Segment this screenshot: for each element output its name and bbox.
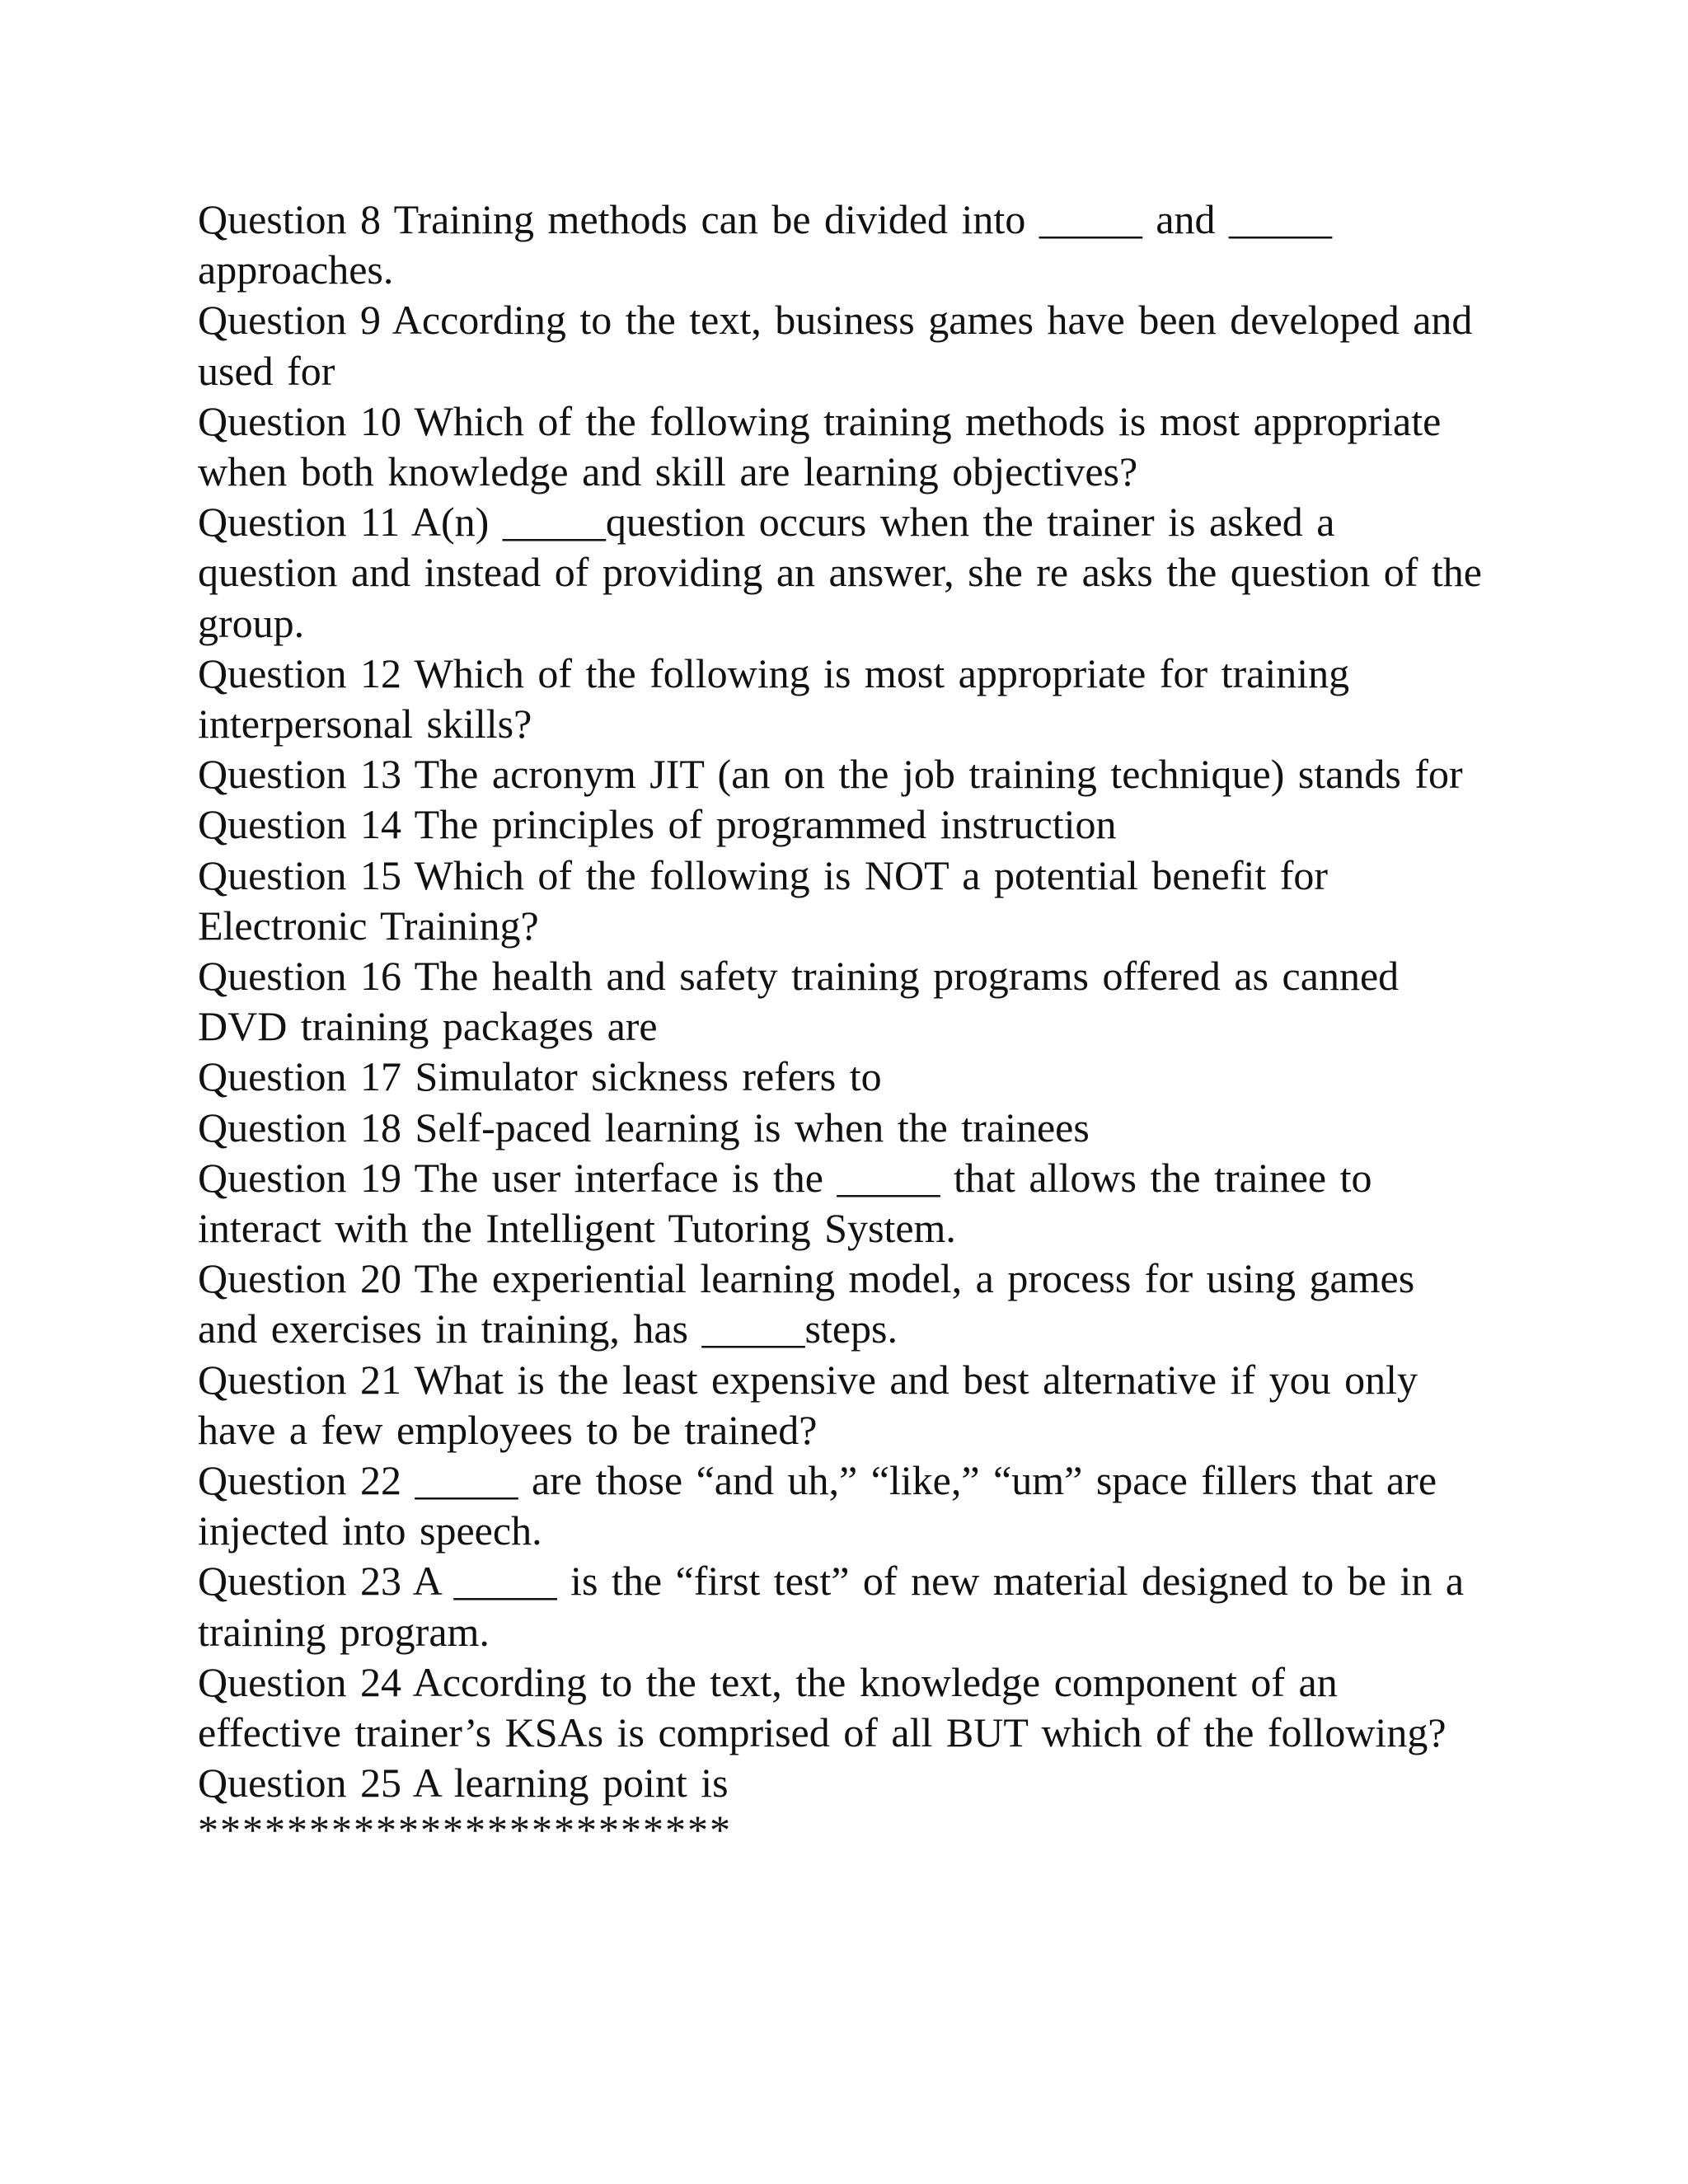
question-24: Question 24 According to the text, the knowledge component of an effective trainer’s KSAs is comprised of all BUT which of the following? bbox=[198, 1658, 1447, 1756]
question-23: Question 23 A _____ is the “first test” of new material designed to be in a training program. bbox=[198, 1558, 1465, 1655]
question-14: Question 14 The principles of programmed instruction bbox=[198, 801, 1117, 848]
question-12: Question 12 Which of the following is most appropriate for training interpersonal skills? bbox=[198, 649, 1350, 748]
question-10: Question 10 Which of the following training methods is most appropriate when both knowledge and skill are learning objectives? bbox=[198, 397, 1442, 495]
question-9: Question 9 According to the text, business games have been developed and used for bbox=[198, 297, 1473, 394]
question-15: Question 15 Which of the following is NOT a potential benefit for Electronic Training? bbox=[198, 851, 1329, 949]
asterisk-separator: ************************ bbox=[198, 1806, 732, 1853]
question-19: Question 19 The user interface is the _____ that allows the trainee to interact with the Intelligent Tutoring System. bbox=[198, 1154, 1372, 1252]
question-18: Question 18 Self-paced learning is when the trainees bbox=[198, 1104, 1090, 1151]
question-25: Question 25 A learning point is bbox=[198, 1760, 729, 1807]
question-13: Question 13 The acronym JIT (an on the job training technique) stands for bbox=[198, 751, 1463, 798]
question-20: Question 20 The experiential learning model, a process for using games and exercises in training, has _____steps. bbox=[198, 1255, 1415, 1352]
question-22: Question 22 _____ are those “and uh,” “like,” “um” space fillers that are injected into speech. bbox=[198, 1457, 1437, 1554]
question-8: Question 8 Training methods can be divided into _____ and _____ approaches. bbox=[198, 196, 1333, 293]
question-list bbox=[198, 194, 1484, 1853]
question-16: Question 16 The health and safety training programs offered as canned DVD training packages are bbox=[198, 953, 1400, 1050]
question-11: Question 11 A(n) _____question occurs when the trainer is asked a question and instead of providing an answer, she re asks the question of the group. bbox=[198, 499, 1482, 646]
question-21: Question 21 What is the least expensive and best alternative if you only have a few employees to be trained? bbox=[198, 1356, 1418, 1453]
question-17: Question 17 Simulator sickness refers to bbox=[198, 1053, 882, 1100]
